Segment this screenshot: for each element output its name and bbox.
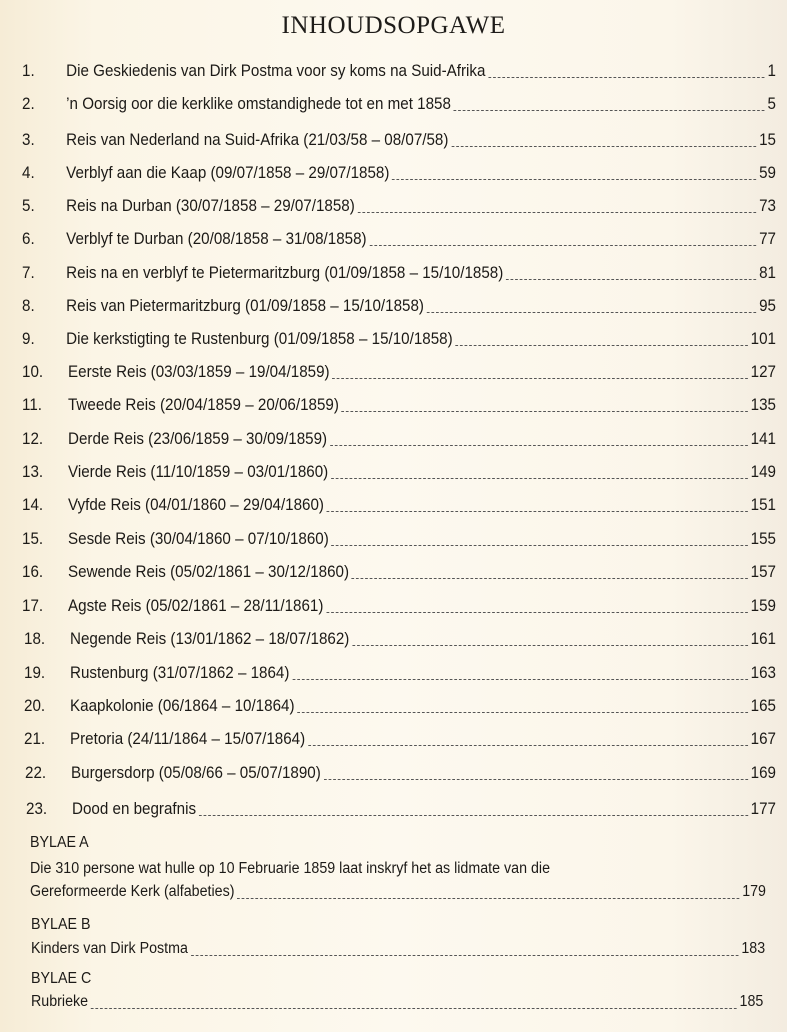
toc-entry-title: Tweede Reis (20/04/1859 – 20/06/1859) [68, 396, 339, 414]
toc-entry-number: 20. [24, 697, 46, 715]
toc-entry-number: 21. [24, 730, 46, 748]
toc-page-number: 15 [759, 131, 776, 149]
appendix-b-heading: BYLAE B [31, 916, 91, 933]
toc-entry-number: 18. [24, 630, 46, 648]
dot-leader [332, 378, 748, 379]
toc-page-number: 81 [759, 264, 776, 282]
dot-leader [392, 179, 756, 180]
toc-entry[interactable] [24, 730, 776, 754]
dot-leader [455, 345, 747, 346]
toc-entry-number: 9. [22, 330, 35, 348]
toc-page-number: 159 [750, 597, 776, 615]
toc-entry-title: Gereformeerde Kerk (alfabeties) [30, 883, 235, 900]
toc-entry-title: Agste Reis (05/02/1861 – 28/11/1861) [68, 597, 324, 615]
toc-entry-number: 4. [22, 164, 35, 182]
toc-entry-title: Eerste Reis (03/03/1859 – 19/04/1859) [68, 363, 330, 381]
toc-page-number: 141 [750, 430, 776, 448]
toc-entry[interactable] [24, 697, 776, 721]
toc-entry-title: Reis na Durban (30/07/1858 – 29/07/1858) [66, 197, 355, 215]
toc-entry-title: Reis van Nederland na Suid-Afrika (21/03/58 – 08/07/58) [66, 131, 449, 149]
toc-page-number: 157 [750, 563, 776, 581]
dot-leader [352, 645, 748, 646]
toc-entry-title: Derde Reis (23/06/1859 – 30/09/1859) [68, 430, 328, 448]
toc-entry-title: Kinders van Dirk Postma [31, 940, 188, 957]
toc-entry-number: 13. [22, 463, 44, 481]
toc-entry[interactable] [22, 197, 776, 221]
dot-leader [342, 411, 748, 412]
dot-leader [369, 245, 756, 246]
toc-page-number: 185 [739, 993, 764, 1010]
dot-leader [332, 545, 748, 546]
toc-entry-number: 15. [22, 530, 44, 548]
dot-leader [330, 445, 748, 446]
toc-entry[interactable] [22, 131, 776, 155]
toc-entry[interactable] [22, 164, 776, 188]
toc-entry-number: 22. [25, 764, 47, 782]
toc-entry-number: 1. [22, 62, 35, 80]
toc-page-number: 5 [767, 95, 776, 113]
toc-entry-number: 16. [22, 563, 44, 581]
toc-entry-number: 2. [22, 95, 35, 113]
toc-entry-number: 6. [22, 230, 35, 248]
toc-entry[interactable] [24, 630, 776, 654]
dot-leader [237, 898, 739, 899]
toc-entry[interactable] [22, 297, 776, 321]
dot-leader [331, 478, 748, 479]
toc-entry[interactable] [24, 664, 776, 688]
toc-page-number: 77 [759, 230, 776, 248]
toc-page-number: 165 [750, 697, 776, 715]
dot-leader [327, 511, 748, 512]
toc-entry[interactable] [22, 597, 776, 621]
toc-page-number: 149 [750, 463, 776, 481]
appendix-c-entry[interactable] [31, 993, 763, 1017]
dot-leader [292, 679, 748, 680]
page-title: INHOUDSOPGAWE [281, 12, 506, 39]
toc-page-number: 163 [750, 664, 776, 682]
toc-entry-title: Verblyf te Durban (20/08/1858 – 31/08/1858) [66, 230, 367, 248]
appendix-c-heading: BYLAE C [31, 970, 92, 987]
toc-entry-number: 7. [22, 264, 35, 282]
dot-leader [427, 312, 757, 313]
toc-entry-title: Negende Reis (13/01/1862 – 18/07/1862) [70, 630, 350, 648]
toc-entry[interactable] [22, 230, 776, 254]
toc-page-number: 151 [750, 496, 776, 514]
toc-entry-number: 14. [22, 496, 44, 514]
dot-leader [297, 712, 748, 713]
toc-entry[interactable] [22, 264, 776, 288]
toc-entry-number: 3. [22, 131, 35, 149]
toc-entry-number: 19. [24, 664, 46, 682]
toc-entry-title: Reis van Pietermaritzburg (01/09/1858 – 15/10/1858) [66, 297, 424, 315]
toc-page-number: 179 [742, 883, 766, 900]
toc-entry[interactable] [22, 563, 776, 587]
toc-entry-title: Dood en begrafnis [72, 800, 197, 818]
toc-page-number: 59 [759, 164, 776, 182]
toc-entry-title: Reis na en verblyf te Pietermaritzburg (01/09/1858 – 15/10/1858) [66, 264, 504, 282]
toc-entry-title: Verblyf aan die Kaap (09/07/1858 – 29/07/1858) [66, 164, 390, 182]
toc-entry[interactable] [22, 463, 776, 487]
appendix-a-heading: BYLAE A [30, 834, 89, 851]
toc-entry-number: 17. [22, 597, 44, 615]
toc-entry-title: Rubrieke [31, 993, 89, 1010]
toc-entry-title: Kaapkolonie (06/1864 – 10/1864) [70, 697, 295, 715]
toc-entry-number: 11. [22, 396, 42, 414]
toc-page-number: 135 [750, 396, 776, 414]
toc-entry[interactable] [22, 62, 776, 86]
toc-entry[interactable] [22, 530, 776, 554]
toc-entry-title: Rustenburg (31/07/1862 – 1864) [70, 664, 290, 682]
toc-entry[interactable] [22, 430, 776, 454]
toc-entry[interactable] [22, 363, 776, 387]
dot-leader [324, 779, 748, 780]
toc-entry[interactable] [22, 95, 776, 119]
toc-entry-title: Vierde Reis (11/10/1859 – 03/01/1860) [68, 463, 329, 481]
appendix-b-entry[interactable] [31, 940, 765, 964]
toc-page-number: 127 [750, 363, 776, 381]
appendix-a-entry[interactable] [30, 883, 766, 907]
dot-leader [91, 1008, 737, 1009]
dot-leader [451, 146, 756, 147]
toc-entry-title: Die Geskiedenis van Dirk Postma voor sy koms na Suid-Afrika [66, 62, 486, 80]
toc-page-number: 177 [750, 800, 776, 818]
toc-page-number: 155 [750, 530, 776, 548]
toc-page-number: 183 [741, 940, 766, 957]
toc-entry-number: 12. [22, 430, 44, 448]
toc-entry-title: Vyfde Reis (04/01/1860 – 29/04/1860) [68, 496, 325, 514]
dot-leader [488, 77, 765, 78]
toc-entry-title: Burgersdorp (05/08/66 – 05/07/1890) [71, 764, 321, 782]
toc-entry-number: 10. [22, 363, 44, 381]
toc-entry-title: Sesde Reis (30/04/1860 – 07/10/1860) [68, 530, 329, 548]
toc-entry[interactable] [26, 800, 776, 824]
toc-page-number: 167 [750, 730, 776, 748]
toc-page-number: 169 [750, 764, 776, 782]
toc-entry-title: ’n Oorsig oor die kerklike omstandighede tot en met 1858 [66, 95, 451, 113]
toc-page-number: 73 [759, 197, 776, 215]
toc-entry[interactable] [22, 396, 776, 420]
dot-leader [454, 110, 765, 111]
toc-entry-title: Pretoria (24/11/1864 – 15/07/1864) [70, 730, 306, 748]
dot-leader [352, 578, 748, 579]
toc-entry-number: 8. [22, 297, 35, 315]
toc-page-number: 161 [750, 630, 776, 648]
dot-leader [191, 955, 739, 956]
toc-entry[interactable] [22, 496, 776, 520]
toc-entry-title: Sewende Reis (05/02/1861 – 30/12/1860) [68, 563, 350, 581]
toc-entry-title: Die kerkstigting te Rustenburg (01/09/1858 – 15/10/1858) [66, 330, 453, 348]
toc-entry[interactable] [25, 764, 776, 788]
toc-page-number: 1 [767, 62, 776, 80]
toc-page-number: 95 [759, 297, 776, 315]
dot-leader [506, 279, 756, 280]
dot-leader [358, 212, 757, 213]
appendix-a-line1: Die 310 persone wat hulle op 10 Februarie 1859 laat inskryf het as lidmate van die [30, 860, 551, 877]
toc-entry-number: 5. [22, 197, 35, 215]
toc-page-number: 101 [750, 330, 776, 348]
toc-entry[interactable] [22, 330, 776, 354]
dot-leader [199, 815, 748, 816]
dot-leader [308, 745, 748, 746]
toc-entry-number: 23. [26, 800, 48, 818]
dot-leader [326, 612, 748, 613]
